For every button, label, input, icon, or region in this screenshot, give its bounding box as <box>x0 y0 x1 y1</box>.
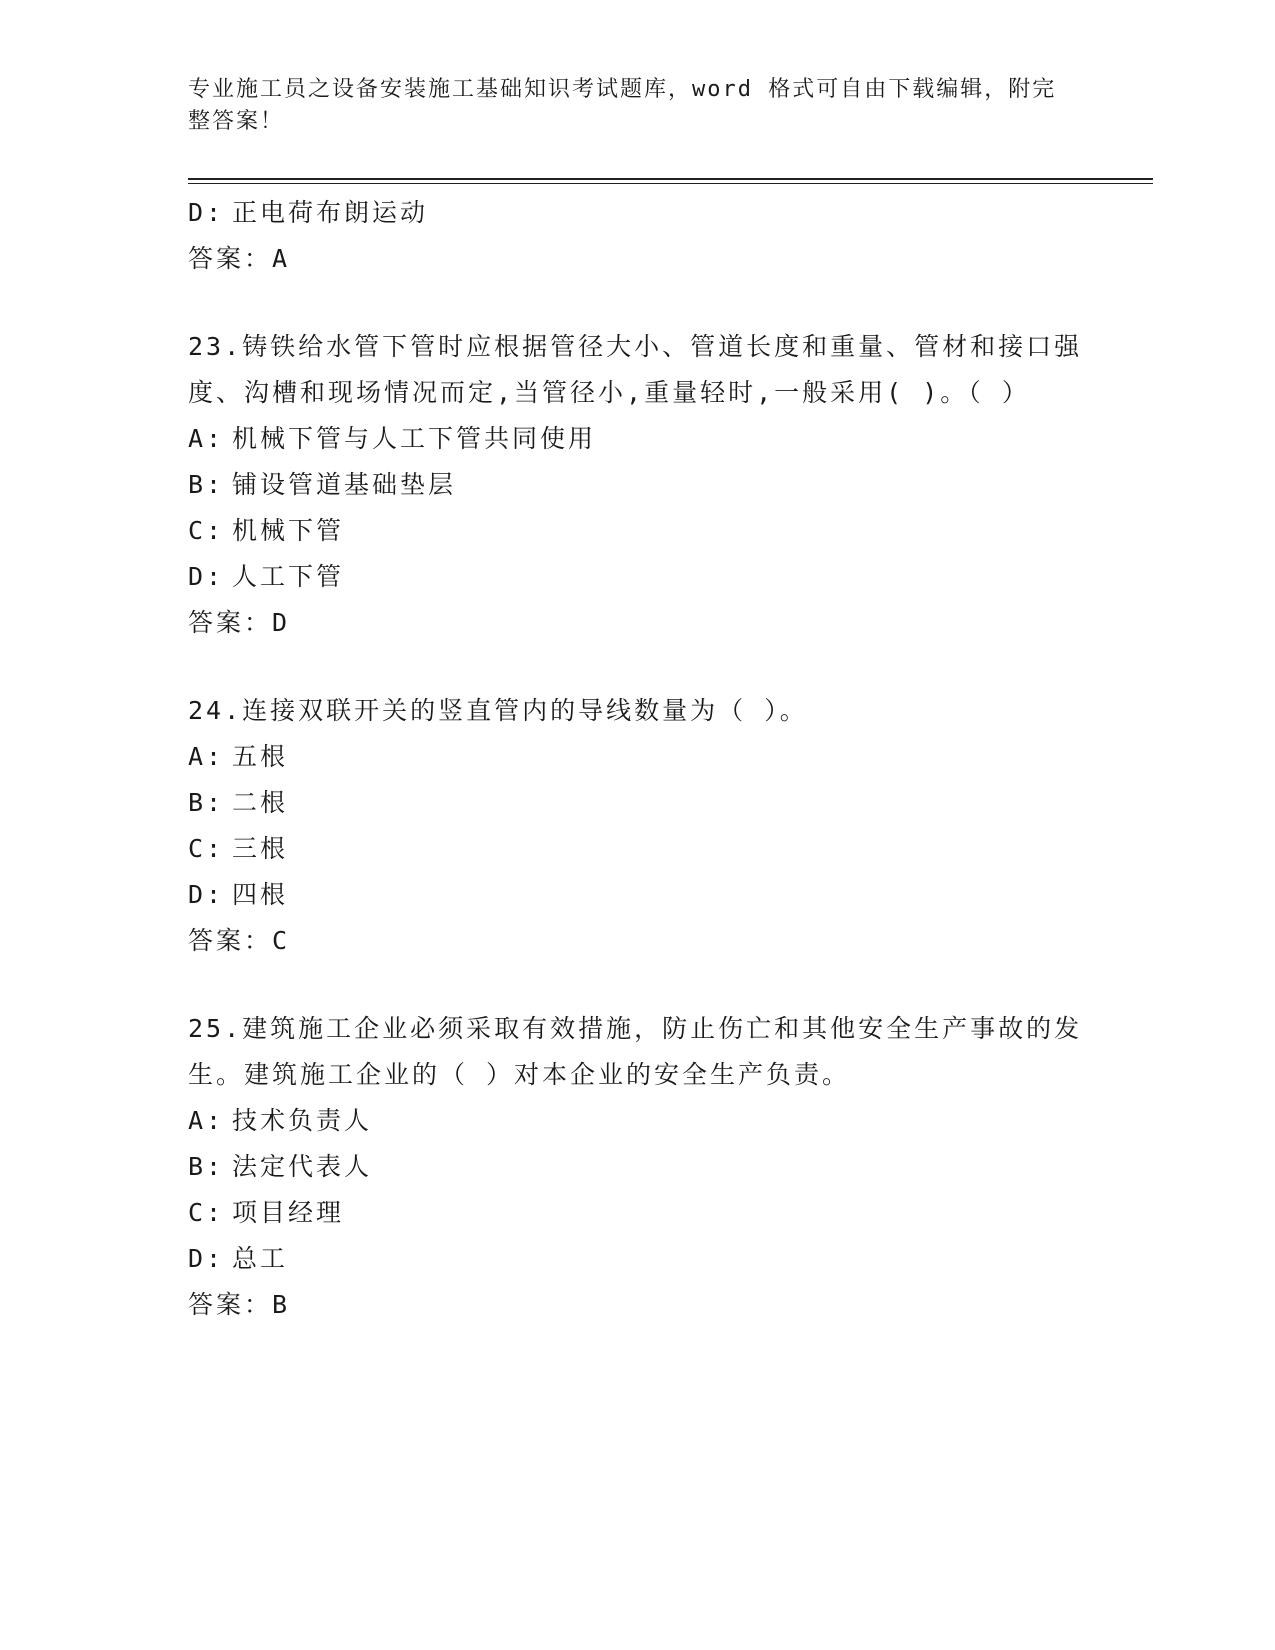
answer: 答案：C <box>188 926 291 955</box>
question-text: 23.铸铁给水管下管时应根据管径大小、管道长度和重量、管材和接口强度、沟槽和现场情况而定,当管径小,重量轻时,一般采用( )。（ ） <box>188 332 1083 407</box>
option-d: D: 四根 <box>188 880 289 909</box>
option-c: C: 项目经理 <box>188 1198 345 1227</box>
option-a: A: 技术负责人 <box>188 1106 373 1135</box>
option-a: A: 五根 <box>188 742 289 771</box>
question-text: 25.建筑施工企业必须采取有效措施，防止伤亡和其他安全生产事故的发生。建筑施工企业的（ ）对本企业的安全生产负责。 <box>188 1014 1083 1089</box>
option-b: B: 铺设管道基础垫层 <box>188 470 457 499</box>
header-rule-thin <box>188 183 1153 184</box>
header-rule-thick <box>188 178 1153 180</box>
question-24 <box>188 688 1088 964</box>
option-c: C: 三根 <box>188 834 289 863</box>
question-23 <box>188 324 1088 646</box>
document-header: 专业施工员之设备安装施工基础知识考试题库，word 格式可自由下载编辑，附完整答案！ <box>188 77 1057 134</box>
question-25 <box>188 1006 1088 1328</box>
option-c: C: 机械下管 <box>188 516 345 545</box>
document-body <box>188 190 1088 1328</box>
prev-option-d: D: 正电荷布朗运动 <box>188 198 429 227</box>
question-text: 24.连接双联开关的竖直管内的导线数量为（ ）。 <box>188 696 808 725</box>
answer: 答案：B <box>188 1290 291 1319</box>
option-d: D: 总工 <box>188 1244 289 1273</box>
option-a: A: 机械下管与人工下管共同使用 <box>188 424 597 453</box>
prev-answer: 答案：A <box>188 244 291 273</box>
option-b: B: 二根 <box>188 788 289 817</box>
option-d: D: 人工下管 <box>188 562 345 591</box>
answer: 答案：D <box>188 608 291 637</box>
option-b: B: 法定代表人 <box>188 1152 373 1181</box>
